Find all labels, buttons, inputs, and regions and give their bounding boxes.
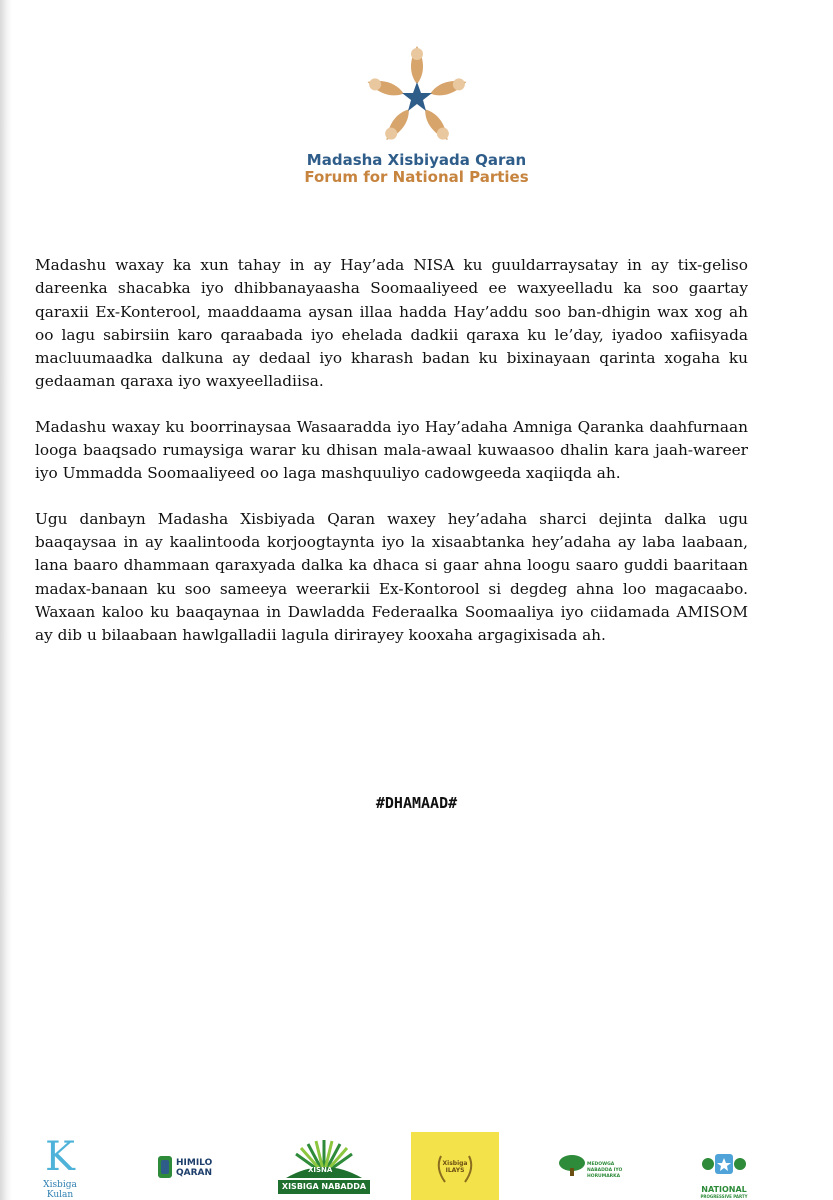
kulan-k-icon <box>40 1132 80 1176</box>
svg-text:K: K <box>45 1134 75 1176</box>
nabadda-small-label: XISNA <box>308 1166 333 1174</box>
kulan-label: Xisbiga Kulan <box>43 1180 77 1200</box>
letterhead <box>0 40 833 186</box>
medowga-logo <box>553 1132 623 1196</box>
nabadda-label: XISBIGA NABADDA <box>278 1180 370 1194</box>
org-name-english: Forum for National Parties <box>304 168 529 186</box>
paragraph-2: Madashu waxay ku boorrinaysaa Wasaaradda iyo Hay’adaha Amniga Qaranka daahfurnaan looga baaqsado rumaysiga warar ku dhisan mala-awaal kuwaasoo dhalin kara jaah-wareer iyo Ummadda Soomaaliyeed oo laga mashquuliyo cadowgeeda xaqiiqda ah. <box>35 417 748 483</box>
ilays-label-1: Xisbiga <box>442 1160 468 1167</box>
nabadda-logo <box>278 1132 370 1196</box>
national-label-1: NATIONAL <box>701 1185 747 1194</box>
national-label-2: PROGRESSIVE PARTY <box>700 1194 748 1199</box>
star-wreath-logo-icon <box>357 40 477 150</box>
tree-icon <box>557 1154 587 1176</box>
medowga-label-1: MEDOWGA NABADDA IYO <box>587 1162 623 1173</box>
medowga-label-2: HORUMARKA <box>587 1174 621 1179</box>
himilo-label-2: QARAN <box>176 1168 213 1178</box>
coat-of-arms-icon <box>699 1150 749 1182</box>
kulan-logo <box>30 1132 90 1200</box>
footer-party-logos <box>0 1132 833 1200</box>
org-name-somali: Madasha Xisbiyada Qaran <box>306 151 527 169</box>
national-progressive-logo <box>694 1132 754 1199</box>
himilo-logo <box>156 1132 226 1196</box>
himilo-label-1: HIMILO <box>176 1158 213 1168</box>
paragraph-1: Madashu waxay ka xun tahay in ay Hay’ada NISA ku guuldarraysatay in ay tix-geliso dareenka shacabka iyo dhibbanayaasha Soomaaliyeed ee waxyeelladu ka soo gaartay qaraxii Ex-Konterool, maaddaama aysan illaa hadda Hay’addu soo ban-dhigin wax xog ah oo lagu sabirsiin karo qaraabada iyo ehelada dadkii qaraxa ku le’day, iyadoo xafiisyada macluumaadka dalkuna ay dedaal iyo kharash badan ku bixinayaan qarinta xogaha ku gedaaman qaraxa iyo waxyeelladiisa. <box>35 256 748 391</box>
paragraph-3: Ugu danbayn Madasha Xisbiyada Qaran waxey hey’adaha sharci dejinta dalka ugu baaqaysaa in ay kaalintooda korjoogtaynta iyo la xisaabtanka hey’adaha ay laba laabaan, lana baaro dhammaan qaraxyada dalka ka dhaca si gaar ahna loogu saaro guddi baaritaan madax-banaan ku soo sameeya weerarkii Ex-Kontorool si degdeg ahna loo magacaabo. Waxaan kaloo ku baaqaynaa in Dawladda Federaalka Soomaaliya iyo ciidamada AMISOM ay dib u bilaabaan hawlgalladii lagula dirirayey kooxaha argagixisada ah. <box>35 509 748 645</box>
closing-mark: #DHAMAAD# <box>375 794 458 812</box>
ilays-label-2: ILAYS <box>445 1167 465 1174</box>
statement-body <box>35 254 748 669</box>
ilays-logo <box>411 1132 499 1200</box>
